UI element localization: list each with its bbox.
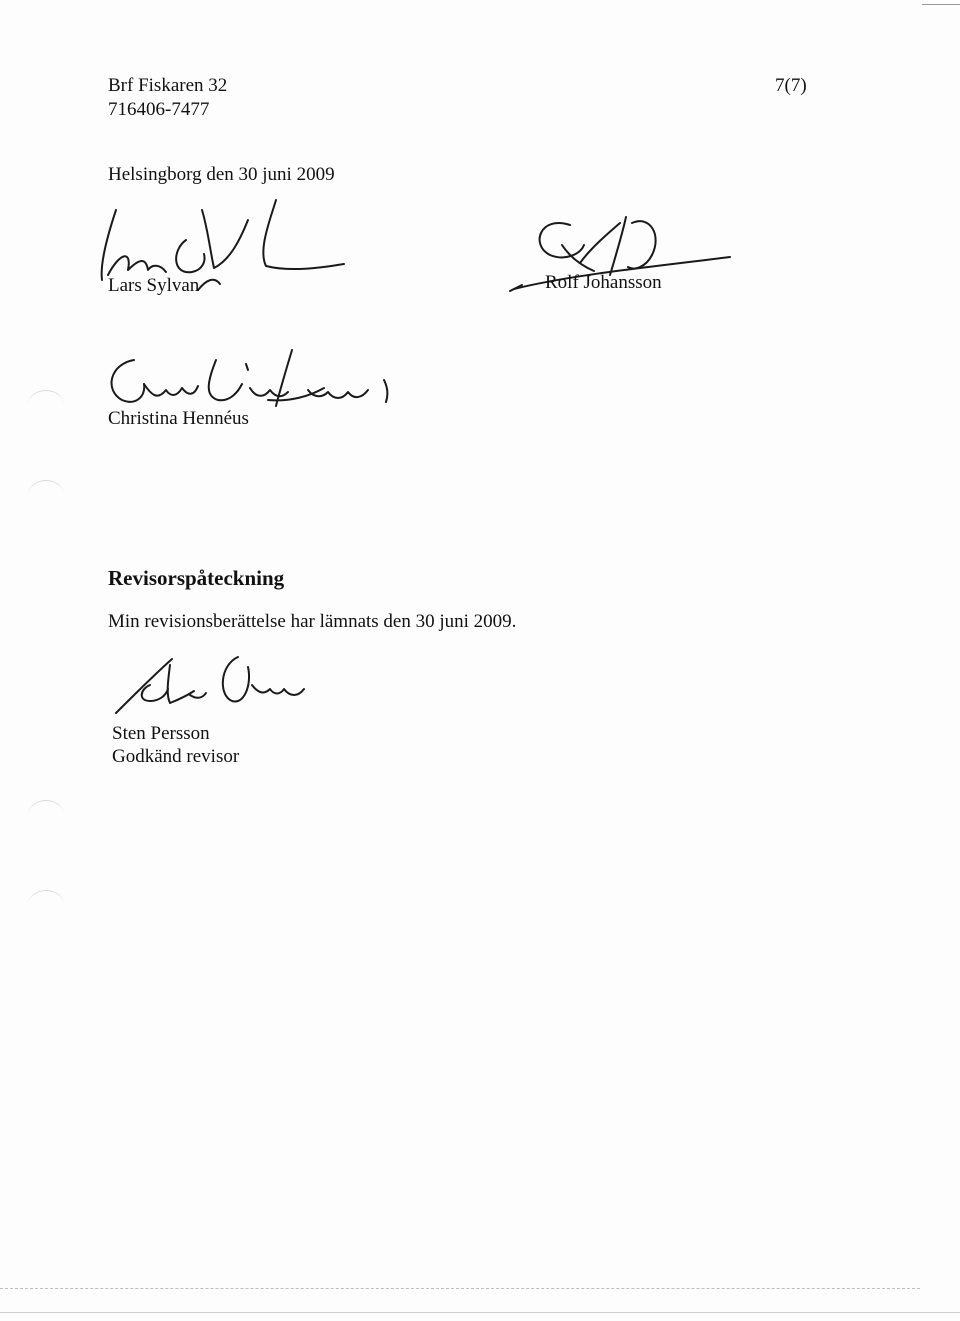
signatory-name: Rolf Johansson [545,272,662,293]
auditor-statement: Min revisionsberättelse har lämnats den 30 juni 2009. [108,611,517,632]
scan-footer-line [0,1288,920,1289]
section-heading: Revisorspåteckning [108,566,285,590]
punch-hole-shadow [28,800,64,829]
auditor-name: Sten Persson [112,723,210,744]
auditor-title: Godkänd revisor [112,746,240,767]
page-number: 7(7) [775,75,807,96]
signatory-name: Lars Sylvan [108,275,200,296]
page-bottom-edge [0,1312,960,1313]
organization-name: Brf Fiskaren 32 [108,75,228,96]
signatory-name: Christina Hennéus [108,408,249,429]
place-date: Helsingborg den 30 juni 2009 [108,164,335,185]
punch-hole-shadow [28,890,64,919]
signature-lars-sylvan [80,180,370,290]
punch-hole-shadow [28,390,64,419]
signature-sten-persson [110,645,320,725]
punch-hole-shadow [28,480,64,509]
scan-corner-mark [922,4,960,5]
organization-number: 716406-7477 [108,99,210,120]
